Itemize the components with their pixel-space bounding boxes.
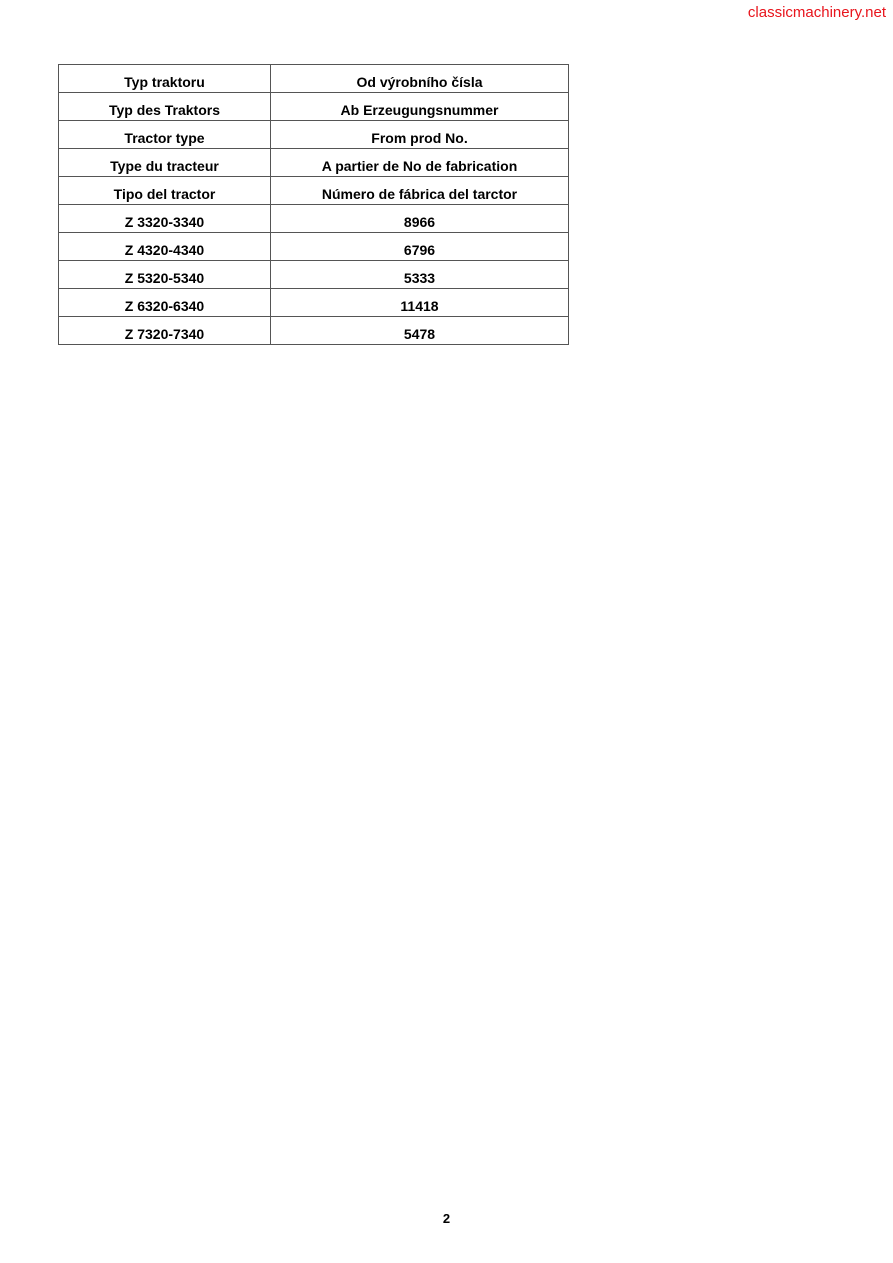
- serial-header-fr: A partier de No de fabrication: [271, 149, 569, 177]
- header-row-czech: [59, 65, 569, 93]
- tractor-type-cell: Z 7320-7340: [59, 317, 271, 345]
- tractor-type-header-en: Tractor type: [59, 121, 271, 149]
- tractor-type-header-cs: Typ traktoru: [59, 65, 271, 93]
- header-row-spanish: [59, 177, 569, 205]
- tractor-type-header-es: Tipo del tractor: [59, 177, 271, 205]
- table-row: [59, 205, 569, 233]
- serial-number-cell: 8966: [271, 205, 569, 233]
- serial-header-en: From prod No.: [271, 121, 569, 149]
- tractor-type-cell: Z 5320-5340: [59, 261, 271, 289]
- serial-header-cs: Od výrobního čísla: [271, 65, 569, 93]
- serial-header-de: Ab Erzeugungsnummer: [271, 93, 569, 121]
- tractor-serial-table: [58, 64, 569, 345]
- tractor-type-header-fr: Type du tracteur: [59, 149, 271, 177]
- tractor-type-header-de: Typ des Traktors: [59, 93, 271, 121]
- header-row-german: [59, 93, 569, 121]
- serial-number-cell: 6796: [271, 233, 569, 261]
- header-row-french: [59, 149, 569, 177]
- header-row-english: [59, 121, 569, 149]
- watermark-text: classicmachinery.net: [747, 4, 886, 21]
- serial-number-cell: 11418: [271, 289, 569, 317]
- table-row: [59, 261, 569, 289]
- serial-number-cell: 5333: [271, 261, 569, 289]
- tractor-type-cell: Z 4320-4340: [59, 233, 271, 261]
- page-number: 2: [442, 1211, 451, 1226]
- table-row: [59, 289, 569, 317]
- serial-header-es: Número de fábrica del tarctor: [271, 177, 569, 205]
- tractor-type-cell: Z 3320-3340: [59, 205, 271, 233]
- table-row: [59, 233, 569, 261]
- table-row: [59, 317, 569, 345]
- serial-number-cell: 5478: [271, 317, 569, 345]
- tractor-type-cell: Z 6320-6340: [59, 289, 271, 317]
